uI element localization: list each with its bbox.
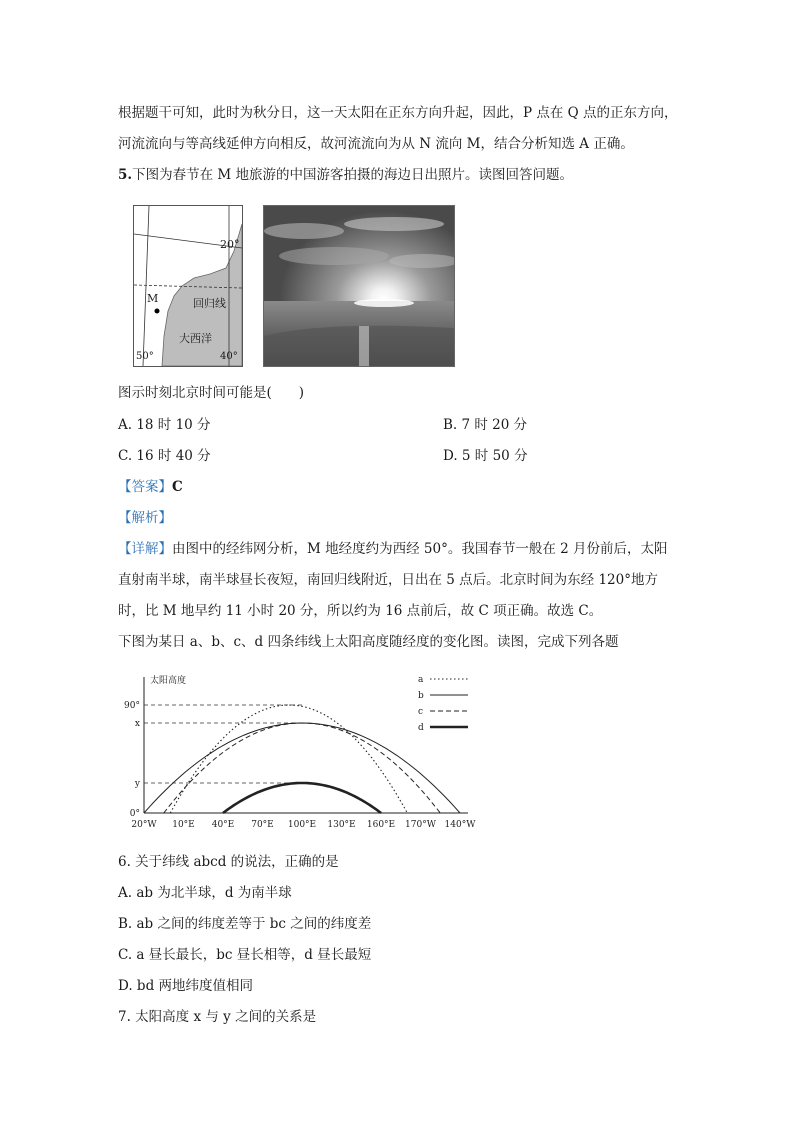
- detail-label: 【详解】: [118, 541, 172, 557]
- answer-row: [118, 478, 183, 496]
- chart-svg: [120, 665, 480, 840]
- y-tick-label: 0°: [129, 809, 140, 819]
- y-tick-label: 90°: [124, 701, 140, 711]
- map-label-m: M: [147, 292, 159, 305]
- series-a-line: [170, 705, 407, 813]
- intro-question-6: 下图为某日 a、b、c、d 四条纬线上太阳高度随经度的变化图。读图，完成下列各题: [118, 634, 619, 650]
- q5-option-d[interactable]: D. 5 时 50 分: [443, 448, 528, 464]
- series-b-line: [144, 723, 460, 813]
- answer-label: 【答案】: [118, 479, 172, 495]
- q6-option-b[interactable]: B. ab 之间的纬度差等于 bc 之间的纬度差: [118, 916, 372, 932]
- sun-altitude-chart: [120, 665, 480, 840]
- x-tick-label: 140°W: [444, 820, 476, 830]
- paragraph-line-2: 河流流向与等高线延伸方向相反，故河流流向为从 N 流向 M，结合分析知选 A 正确。: [118, 136, 634, 152]
- paragraph-line-1: 根据题干可知，此时为秋分日，这一天太阳在正东方向升起，因此，P 点在 Q 点的正东方向，: [118, 105, 678, 121]
- q5-option-b[interactable]: B. 7 时 20 分: [443, 417, 528, 433]
- map-label-40: 40°: [220, 351, 238, 362]
- legend-label: b: [418, 691, 424, 701]
- question-5: [118, 166, 573, 184]
- legend-label: c: [418, 707, 424, 717]
- legend-label: a: [418, 675, 424, 685]
- legend-label: d: [418, 723, 424, 733]
- y-tick-label: y: [134, 779, 140, 789]
- q6-option-c[interactable]: C. a 昼长最长，bc 昼长相等，d 昼长最短: [118, 947, 372, 963]
- question-5-stem: 图示时刻北京时间可能是( ): [118, 385, 305, 401]
- point-m-marker: [155, 309, 160, 314]
- sunrise-photo-svg: [264, 206, 454, 366]
- question-7: 7. 太阳高度 x 与 y 之间的关系是: [118, 1009, 317, 1025]
- sunrise-photo: [263, 205, 455, 367]
- detail-text-1: 由图中的经纬网分析，M 地经度约为西经 50°。我国春节一般在 2 月份前后，太阳: [172, 541, 668, 557]
- x-tick-label: 40°E: [211, 820, 235, 830]
- detail-line-2: 直射南半球，南半球昼长夜短，南回归线附近，日出在 5 点后。北京时间为东经 120°地方: [118, 572, 658, 588]
- detail-line-3: 时，比 M 地早约 11 小时 20 分，所以约为 16 点前后，故 C 项正确。故选 C。: [118, 603, 603, 619]
- q5-option-a[interactable]: A. 18 时 10 分: [118, 417, 211, 433]
- y-axis-label: 太阳高度: [150, 676, 187, 686]
- x-tick-label: 70°E: [251, 820, 274, 830]
- q6-option-d[interactable]: D. bd 两地纬度值相同: [118, 978, 253, 994]
- x-tick-label: 100°E: [287, 820, 317, 830]
- series-c-line: [164, 723, 441, 813]
- answer-value: C: [172, 479, 183, 495]
- question-6: 6. 关于纬线 abcd 的说法，正确的是: [118, 854, 339, 870]
- map-label-50: 50°: [136, 351, 154, 362]
- y-tick-label: x: [134, 719, 140, 729]
- latitude-map: [133, 205, 243, 367]
- x-tick-label: 170°W: [405, 820, 436, 830]
- q6-option-a[interactable]: A. ab 为北半球，d 为南半球: [118, 885, 292, 901]
- map-label-tropic: 回归线: [193, 297, 226, 310]
- series-d-line: [223, 783, 381, 813]
- q5-option-c[interactable]: C. 16 时 40 分: [118, 448, 211, 464]
- analysis-label: 【解析】: [118, 510, 172, 526]
- x-tick-label: 130°E: [327, 820, 356, 830]
- detail-line-1: [118, 540, 668, 558]
- map-label-20: 20°: [220, 238, 240, 251]
- x-tick-label: 20°W: [131, 820, 157, 830]
- x-tick-label: 160°E: [366, 820, 396, 830]
- meridian-50: [143, 206, 149, 366]
- question-5-number: 5.: [118, 167, 133, 183]
- question-5-text: 下图为春节在 M 地旅游的中国游客拍摄的海边日出照片。读图回答问题。: [132, 167, 573, 183]
- x-tick-label: 10°E: [172, 820, 195, 830]
- map-label-ocean: 大西洋: [179, 332, 212, 345]
